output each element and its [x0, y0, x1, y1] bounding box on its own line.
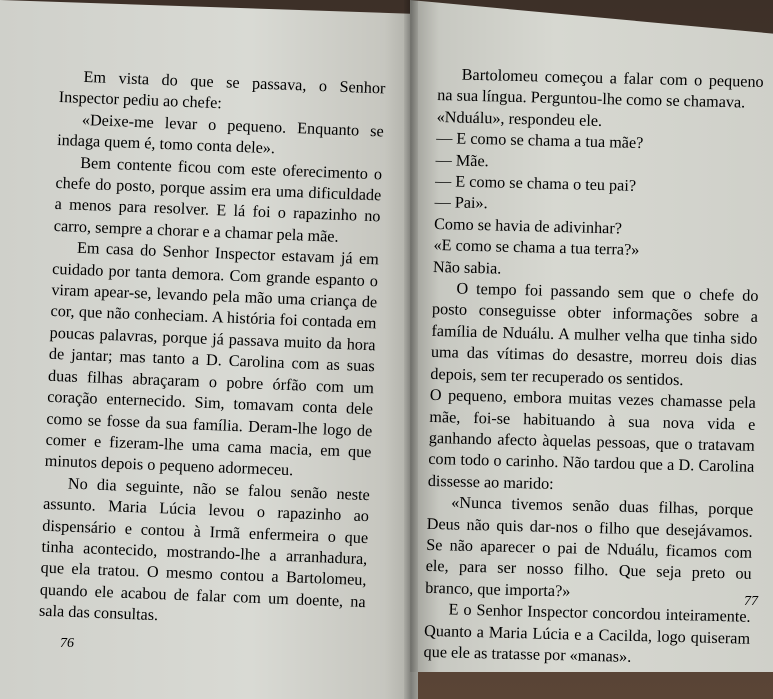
paragraph: — E como se chama a tua mãe?	[435, 129, 644, 153]
paragraph: Em casa do Senhor Inspector estavam já em cuidado por tanta demora. Com grande espanto o viram apear-se, levando pela mão uma criança de cor, que não conheciam. A história foi contada em poucas palavras, porque já passava muito da hora de jantar; mas tanto a D. Carolina com as suas duas filhas abraçaram o pobre órfão com um coração enternecido. Sim, tomavam conta dele como se fosse da sua família. Deram-lhe logo de comer e fizeram-lhe uma cama macia, em que minutos depois o pequeno adormeceu.	[44, 239, 380, 480]
paragraph: — Mãe.	[435, 150, 489, 170]
right-page-text	[423, 64, 764, 671]
paragraph: Bem contente ficou com este oferecimento o chefe do posto, porque assim era uma dificuldade a menos para resolver. E lá foi o rapazinho no carro, sempre a chorar e a chamar pela mãe.	[53, 153, 383, 246]
paragraph: — Pai».	[434, 193, 488, 213]
left-page-text	[39, 66, 386, 635]
paragraph: «Nunca tivemos senão duas filhas, porque Deus não quis dar-nos o filho que desejávamos. Se não aparecer o pai de Nduálu, ficamos com ele, para ser nosso filho. Que seja preto ou branco, que importa?»	[424, 493, 754, 601]
page-number-left: 76	[60, 636, 74, 651]
paragraph: Como se havia de adivinhar?	[433, 214, 623, 238]
paragraph: «E como se chama a tua terra?»	[433, 236, 640, 260]
paragraph: No dia seguinte, não se falou senão neste assunto. Maria Lúcia levou o rapazinho ao dispensário e contou à Irmã enfermeira o que tinha acontecido, mostrando-lhe a arranhadura, que ela tratou. O mesmo contou a Bartolomeu, quando ele acabou de falar com um doente, na sala das consultas.	[38, 474, 371, 625]
paragraph: O tempo foi passando sem que o chefe do posto conseguisse obter informações sobre a família de Nduálu. A mulher velha que tinha sido uma das vítimas do desastre, morreu dois dias depois, sem ter recuperado os sentidos.	[430, 279, 759, 389]
paragraph: Em vista do que se passava, o Senhor Inspector pediu ao chefe:	[58, 67, 386, 113]
paragraph: E o Senhor Inspector concordou inteiramente. Quanto a Maria Lúcia e a Cacilda, logo quiseram que ele as tratasse por «manas».	[423, 600, 751, 666]
paragraph: «Deixe-me levar o pequeno. Enquanto se indaga quem é, tomo conta dele».	[56, 110, 385, 158]
book-gutter	[404, 0, 418, 699]
paragraph: — E como se chama o teu pai?	[434, 171, 637, 195]
paragraph: «Nduálu», respondeu ele.	[436, 107, 603, 130]
paragraph: O pequeno, embora muitas vezes chamasse pela mãe, foi-se habituando à sua nova vida e ganhando afecto àquelas pessoas, que o tratavam com todo o carinho. Não tardou que a D. Carolina dissesse ao marido:	[427, 385, 757, 493]
paragraph: Bartolomeu começou a falar com o pequeno na sua língua. Perguntou-lhe como se chamava.	[437, 65, 764, 112]
page-number-right: 77	[744, 594, 758, 609]
paragraph: Não sabia.	[432, 257, 502, 278]
